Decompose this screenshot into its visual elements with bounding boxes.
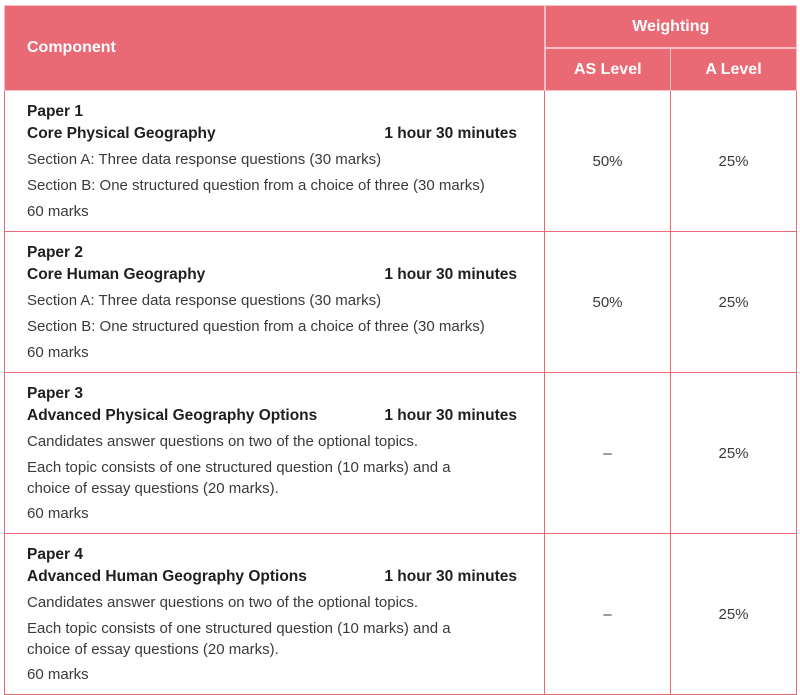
paper-title-row	[27, 405, 517, 427]
paper-title-row	[27, 264, 517, 286]
as-level-weighting: –	[545, 373, 671, 534]
header-row	[5, 6, 797, 49]
paper-description-2: Each topic consists of one structured question (10 marks) and a choice of essay questions (20 marks).	[27, 459, 451, 497]
paper-title: Core Physical Geography	[27, 125, 216, 142]
paper-description-2: Each topic consists of one structured question (10 marks) and a choice of essay questions (20 marks).	[27, 620, 451, 658]
table-row-paper-1	[5, 91, 797, 232]
paper-marks: 60 marks	[27, 505, 89, 522]
as-level-weighting: 50%	[545, 232, 671, 373]
paper-marks: 60 marks	[27, 666, 89, 683]
paper-duration: 1 hour 30 minutes	[384, 568, 517, 585]
as-level-weighting: –	[545, 534, 671, 695]
component-cell	[5, 91, 545, 232]
a-level-weighting: 25%	[671, 373, 797, 534]
paper-title-row	[27, 123, 517, 145]
paper-number: Paper 3	[27, 385, 84, 402]
assessment-table-container	[4, 5, 796, 689]
paper-number: Paper 2	[27, 244, 84, 261]
table-row-paper-3	[5, 373, 797, 534]
component-cell	[5, 232, 545, 373]
component-cell	[5, 534, 545, 695]
paper-title: Advanced Physical Geography Options	[27, 407, 318, 424]
paper-marks: 60 marks	[27, 344, 89, 361]
header-as-level: AS Level	[545, 48, 671, 91]
a-level-weighting: 25%	[671, 91, 797, 232]
a-level-weighting: 25%	[671, 534, 797, 695]
header-a-level: A Level	[671, 48, 797, 91]
header-weighting: Weighting	[545, 6, 797, 49]
paper-description-1: Candidates answer questions on two of the optional topics.	[27, 594, 419, 611]
table-row-paper-2	[5, 232, 797, 373]
paper-description-1: Candidates answer questions on two of the optional topics.	[27, 433, 419, 450]
assessment-table	[4, 5, 797, 695]
paper-marks: 60 marks	[27, 203, 89, 220]
paper-description-1: Section A: Three data response questions (30 marks)	[27, 292, 382, 309]
paper-duration: 1 hour 30 minutes	[384, 266, 517, 283]
table-row-paper-4	[5, 534, 797, 695]
paper-title-row	[27, 566, 517, 588]
paper-title: Advanced Human Geography Options	[27, 568, 307, 585]
paper-description-2: Section B: One structured question from a choice of three (30 marks)	[27, 177, 485, 194]
component-cell	[5, 373, 545, 534]
paper-description-2: Section B: One structured question from a choice of three (30 marks)	[27, 318, 485, 335]
paper-duration: 1 hour 30 minutes	[384, 125, 517, 142]
paper-number: Paper 1	[27, 103, 84, 120]
a-level-weighting: 25%	[671, 232, 797, 373]
as-level-weighting: 50%	[545, 91, 671, 232]
paper-description-1: Section A: Three data response questions (30 marks)	[27, 151, 382, 168]
paper-title: Core Human Geography	[27, 266, 206, 283]
paper-duration: 1 hour 30 minutes	[384, 407, 517, 424]
header-component: Component	[5, 6, 545, 91]
paper-number: Paper 4	[27, 546, 84, 563]
